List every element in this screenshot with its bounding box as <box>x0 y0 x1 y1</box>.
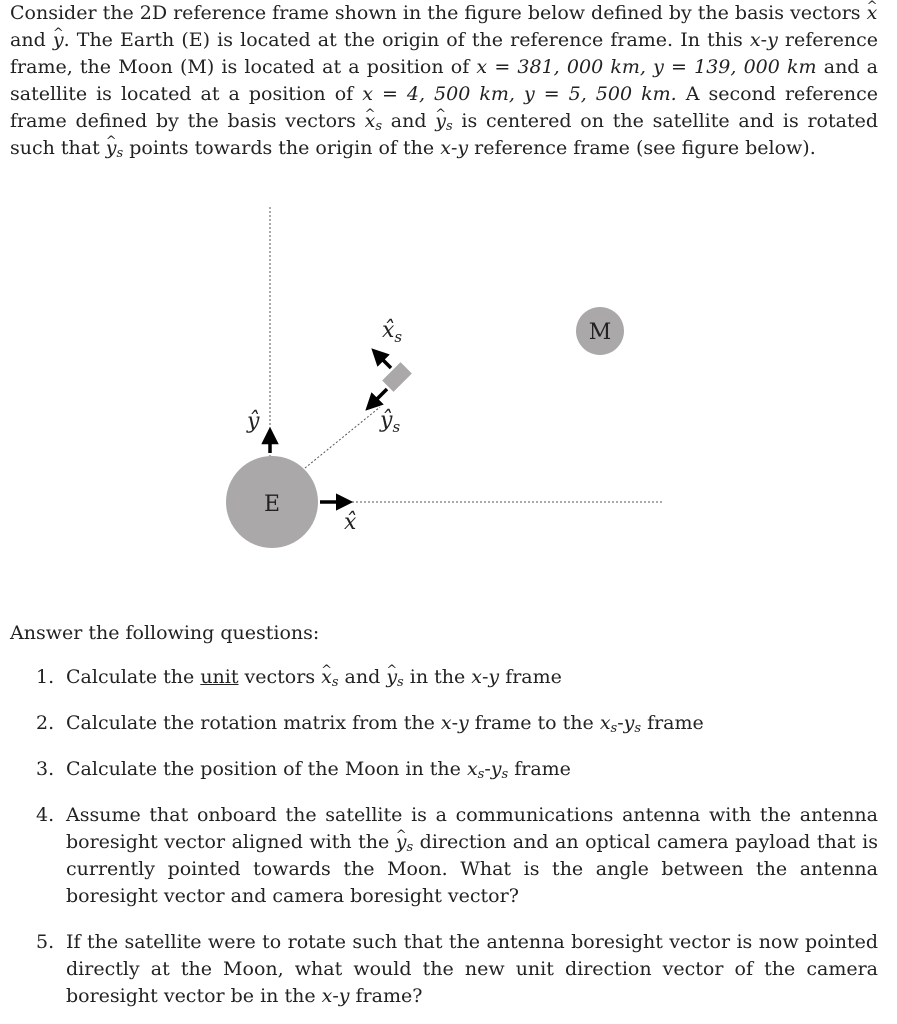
problem-statement: Consider the 2D reference frame shown in the figure below defined by the basis vectors ^ x and ^ y. The Earth (E) is located at the origin of the reference frame. In this x-y reference frame, the Moon (M) is located at a position of x = 381, 000 km, y = 139, 000 km and a satellite is located at a position of x = 4, 500 km, y = 5, 500 km. A second reference frame defined by the basis vectors ^ $x_s$ and ^ $y_s$ is centered on the satellite and is rotated such that ^ $y_s$ points towards the origin of the x-y reference frame (see figure below). <box>10 0 878 162</box>
reference-frame-figure <box>0 195 897 595</box>
satellite <box>382 362 412 392</box>
y-hat-symbol: ^ y <box>53 27 64 54</box>
satellite-x-position: x = 4, 500 km, <box>362 83 524 105</box>
x-hat-label: x̂ <box>344 510 357 535</box>
question-list <box>36 664 878 1010</box>
x-hat-symbol: ^ x <box>867 0 878 27</box>
xs-hat-arrow <box>375 352 391 368</box>
ys-hat-label: $ŷ_s$ <box>380 408 401 436</box>
moon-y-position: y = 139, 000 km <box>653 56 817 78</box>
question-3: 3. Calculate the position of the Moon in the $x_s-y_s$ frame <box>36 758 571 782</box>
moon-x-position: x = 381, 000 km, <box>476 56 654 78</box>
question-2: 2. Calculate the rotation matrix from the x-y frame to the $x_s-y_s$ frame <box>36 712 704 736</box>
question-5: 5. If the satellite were to rotate such that the antenna boresight vector is now pointed directly at the Moon, what would the new unit direction vector of the camera boresight vector be in the x-y frame? <box>36 931 878 1007</box>
ys-hat-arrow <box>369 389 387 407</box>
earth-label: E <box>263 492 281 517</box>
question-1: 1. Calculate the unit vectors ^ $x_s$ and ^ $y_s$ in the x-y frame <box>36 664 878 691</box>
moon-label: M <box>588 320 612 345</box>
satellite-y-position: y = 5, 500 km. <box>523 83 677 105</box>
answers-heading: Answer the following questions: <box>10 622 320 644</box>
xs-hat-label: $x̂_s$ <box>382 318 403 346</box>
earth-satellite-guide <box>305 407 380 468</box>
y-hat-label: ŷ <box>247 409 260 434</box>
question-4: 4. Assume that onboard the satellite is a communications antenna with the antenna boresight vector aligned with the ^ $y_s$ direction and an optical camera payload that is currently pointed towards the Moon. What is the angle between the antenna boresight vector and camera boresight vector? <box>36 802 878 910</box>
